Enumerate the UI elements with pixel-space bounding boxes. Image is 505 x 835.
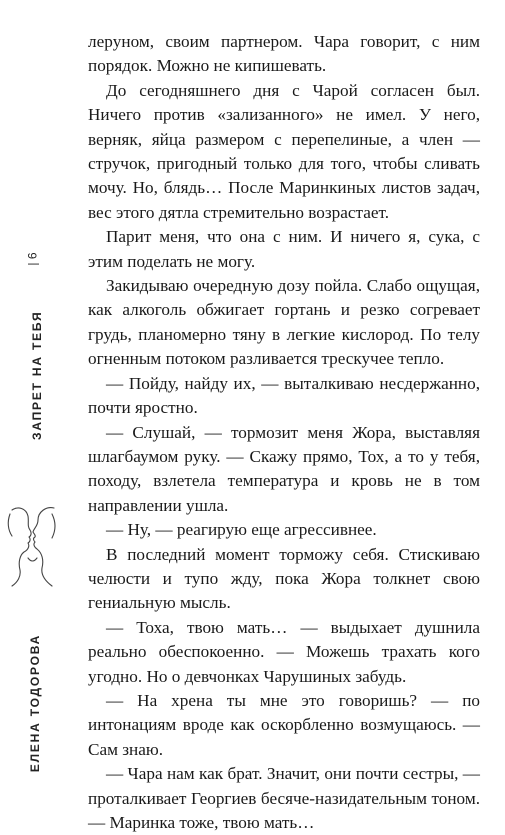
author-name: ЕЛЕНА ТОДОРОВА (28, 633, 42, 773)
paragraph: — На хрена ты мне это говоришь? — по интонациям вроде как оскорбленно возмущаюсь. — Сам знаю. (88, 690, 480, 759)
kissing-couple-icon (4, 500, 60, 590)
paragraph: В последний момент торможу себя. Стискиваю челюсти и тупо жду, пока Жора толкнет свою гениальную мысль. (88, 544, 480, 613)
paragraph: лерyном, своим партнером. Чара говорит, с ним порядок. Можно не кипишевать. (88, 32, 480, 76)
paragraph: До сегодняшнего дня с Чарой согласен был. Ничего против «зализанного» не имел. У него, верняк, яйца размером с перепелиные, а член — стручок, пригодный только для того, чтобы сливать мочу. Но, блядь… После Маринкиных листов задач, вес этого дятла стремительно возрастает. (88, 80, 480, 222)
paragraph: — Чара нам как брат. Значит, они почти сестры, — проталкивает Георгиев бесяче-назидательным тоном. — Маринка тоже, твою мать… (88, 764, 480, 832)
paragraph: — Тоха, твою мать… — выдыхает душнила реально обеспокоенно. — Можешь трахать кого угодно. Но о девчонках Чарушиных забудь. (88, 617, 480, 686)
page-body (88, 30, 480, 835)
book-title: ЗАПРЕТ НА ТЕБЯ (30, 310, 44, 440)
paragraph: — Ну, — реагирую еще агрессивнее. (106, 520, 377, 540)
page-number-value: 6 (25, 252, 40, 260)
page-number: | 6 (25, 252, 40, 266)
paragraph: — Слушай, — тормозит меня Жора, выставляя шлагбаумом руку. — Скажу прямо, Тох, а то у тебя, походу, взлетела температура и кровь не в том направлении ушла. (88, 422, 480, 515)
sidebar (0, 0, 62, 790)
paragraph: — Пойду, найду их, — выталкиваю несдержанно, почти яростно. (88, 373, 480, 418)
paragraph: Парит меня, что она с ним. И ничего я, сука, с этим поделать не могу. (88, 227, 480, 271)
paragraph: Закидываю очередную дозу пойла. Слабо ощущая, как алкоголь обжигает гортань и резко согревает грудь, планомерно тяну в легкие кислород. По телу огненным потоком разливается трескучее тепло. (88, 276, 480, 369)
